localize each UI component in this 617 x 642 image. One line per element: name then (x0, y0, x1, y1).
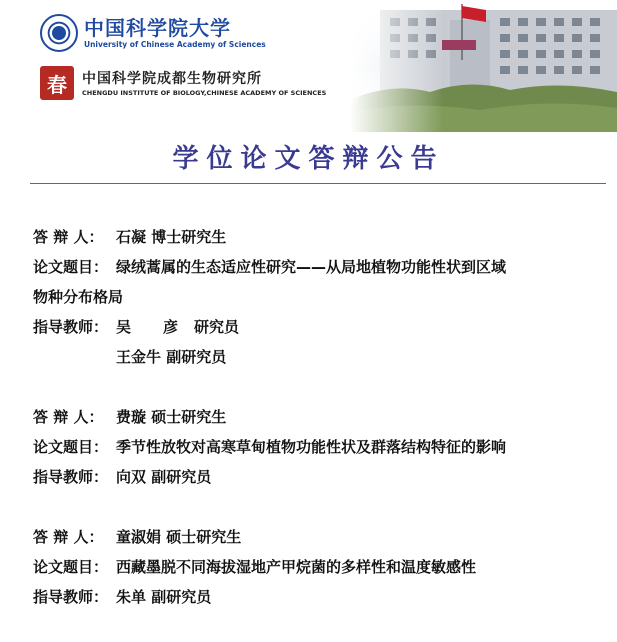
thesis-title-continued: 物种分布格局 (33, 288, 124, 306)
advisor-name: 向双 副研究员 (116, 468, 212, 486)
cib-seal-icon: 春 (40, 66, 74, 100)
thesis-title: 西藏墨脱不同海拔湿地产甲烷菌的多样性和温度敏感性 (116, 558, 477, 576)
advisor-title: 研究员 (194, 318, 240, 336)
defender-name: 童淑娟 硕士研究生 (116, 528, 242, 546)
defense-entry (33, 522, 593, 612)
ucas-emblem-icon (40, 14, 78, 52)
thesis-title: 季节性放牧对高寒草甸植物功能性状及群落结构特征的影响 (116, 438, 507, 456)
letterhead (0, 0, 617, 135)
defender-name: 石凝 博士研究生 (116, 228, 227, 246)
thesis-label: 论文题目： (33, 558, 109, 576)
thesis-label: 论文题目： (33, 438, 109, 456)
advisor-label: 指导教师： (33, 468, 109, 486)
defender-label: 答 辩 人： (33, 528, 104, 546)
thesis-title: 绿绒蒿属的生态适应性研究——从局地植物功能性状到区域 (116, 258, 507, 276)
advisor-name: 王金牛 副研究员 (116, 348, 227, 366)
advisor-name-part: 彦 (163, 318, 179, 336)
advisor-label: 指导教师： (33, 318, 109, 336)
advisor-name-part: 吴 (116, 318, 132, 336)
ucas-logo (40, 14, 266, 52)
advisor-name: 朱单 副研究员 (116, 588, 212, 606)
defender-name: 费璇 硕士研究生 (116, 408, 227, 426)
cib-name-en: CHENGDU INSTITUTE OF BIOLOGY,CHINESE ACADEMY OF SCIENCES (82, 88, 327, 97)
advisor-label: 指导教师： (33, 588, 109, 606)
defense-entry (33, 222, 593, 372)
defense-entry (33, 402, 593, 492)
ucas-name-en: University of Chinese Academy of Sciences (84, 40, 266, 49)
cib-logo (40, 66, 326, 100)
campus-building-image (350, 0, 617, 132)
advisor-name (116, 312, 239, 342)
announcement-body (33, 222, 593, 642)
page-title: 学位论文答辩公告 (172, 144, 445, 174)
ucas-name-cn: 中国科学院大学 (84, 16, 231, 40)
cib-name-cn: 中国科学院成都生物研究所 (82, 70, 262, 87)
defender-label: 答 辩 人： (33, 228, 104, 246)
defender-label: 答 辩 人： (33, 408, 104, 426)
title-divider (30, 183, 606, 184)
thesis-label: 论文题目： (33, 258, 109, 276)
